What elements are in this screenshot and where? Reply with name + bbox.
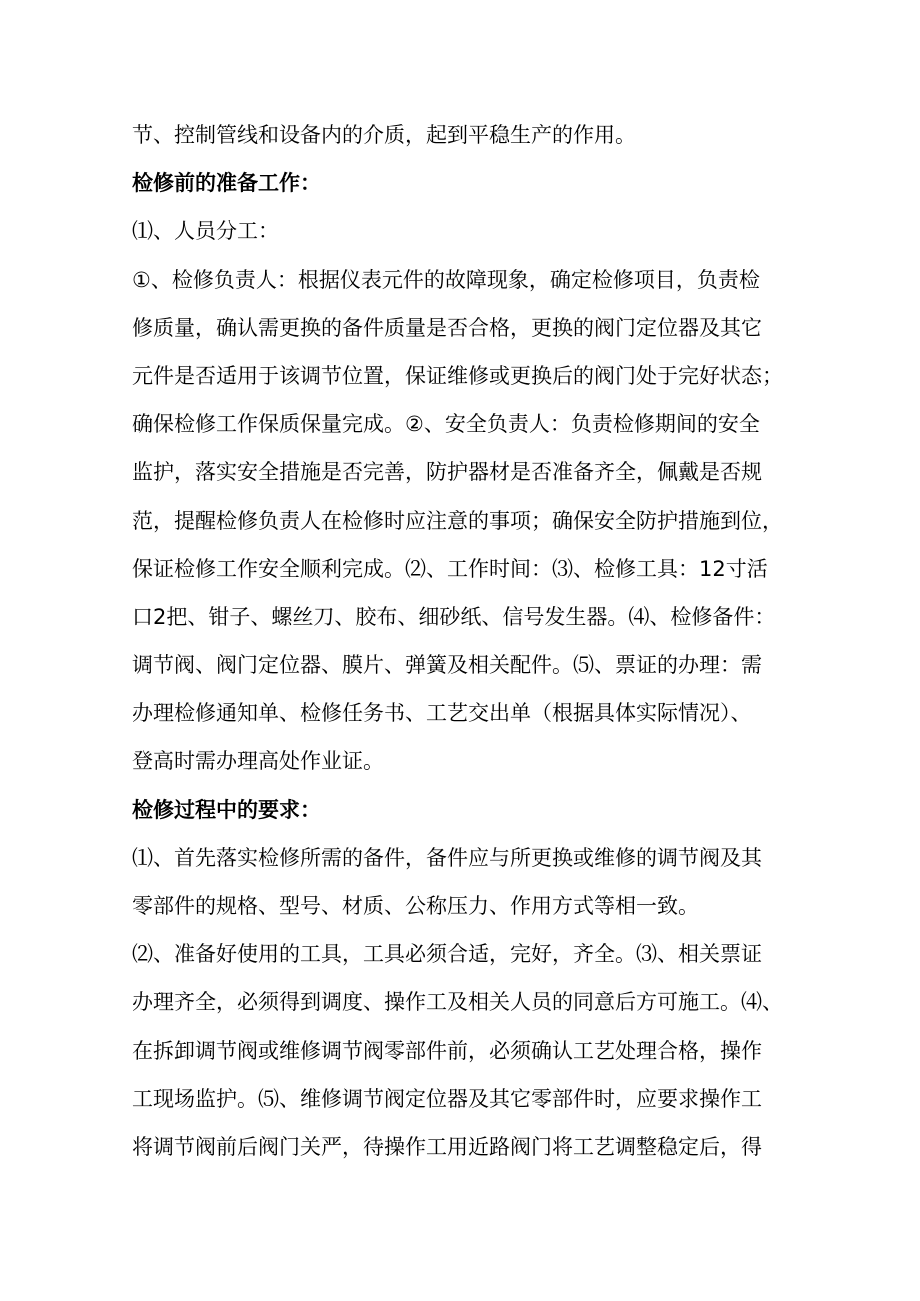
text-line: ⑵、准备好使用的工具，工具必须合适，完好，齐全。⑶、相关票证 — [132, 942, 762, 967]
text-line: 零部件的规格、型号、材质、公称压力、作用方式等相一致。 — [132, 894, 699, 918]
text-line: 监护，落实安全措施是否完善，防护器材是否准备齐全，佩戴是否规 — [132, 460, 762, 485]
text-line: 修质量，确认需更换的备件质量是否合格，更换的阀门定位器及其它 — [132, 315, 762, 340]
text-line: 范，提醒检修负责人在检修时应注意的事项；确保安全防护措施到位， — [132, 508, 783, 533]
text-line: ①、检修负责人：根据仪表元件的故障现象，确定检修项目，负责检 — [132, 267, 760, 292]
text-line: 口2把、钳子、螺丝刀、胶布、细砂纸、信号发生器。⑷、检修备件： — [132, 604, 776, 629]
text-line: 保证检修工作安全顺利完成。⑵、工作时间：⑶、检修工具：12寸活 — [132, 556, 768, 581]
text-line: 登高时需办理高处作业证。 — [132, 749, 384, 774]
text-line: 元件是否适用于该调节位置，保证维修或更换后的阀门处于完好状态； — [132, 363, 783, 388]
section-heading-preparation: 检修前的准备工作： — [132, 171, 321, 196]
text-line: 调节阀、阀门定位器、膜片、弹簧及相关配件。⑸、票证的办理：需 — [132, 653, 762, 678]
text-line: 确保检修工作保质保量完成。②、安全负责人：负责检修期间的安全 — [132, 412, 760, 437]
document-body — [132, 111, 794, 1171]
text-line: 办理齐全，必须得到调度、操作工及相关人员的同意后方可施工。⑷、 — [132, 990, 783, 1015]
text-line: 办理检修通知单、检修任务书、工艺交出单（根据具体实际情况）、 — [132, 701, 752, 726]
text-line: ⑴、首先落实检修所需的备件，备件应与所更换或维修的调节阀及其 — [132, 845, 762, 870]
text-line: 节、控制管线和设备内的介质，起到平稳生产的作用。 — [132, 123, 636, 147]
text-line: ⑴、人员分工： — [132, 219, 279, 244]
text-line: 在拆卸调节阀或维修调节阀零部件前，必须确认工艺处理合格，操作 — [132, 1038, 762, 1063]
text-line: 工现场监护。⑸、维修调节阀定位器及其它零部件时，应要求操作工 — [132, 1086, 762, 1111]
section-heading-requirements: 检修过程中的要求： — [132, 797, 321, 822]
text-line: 将调节阀前后阀门关严，待操作工用近路阀门将工艺调整稳定后，得 — [132, 1134, 762, 1159]
